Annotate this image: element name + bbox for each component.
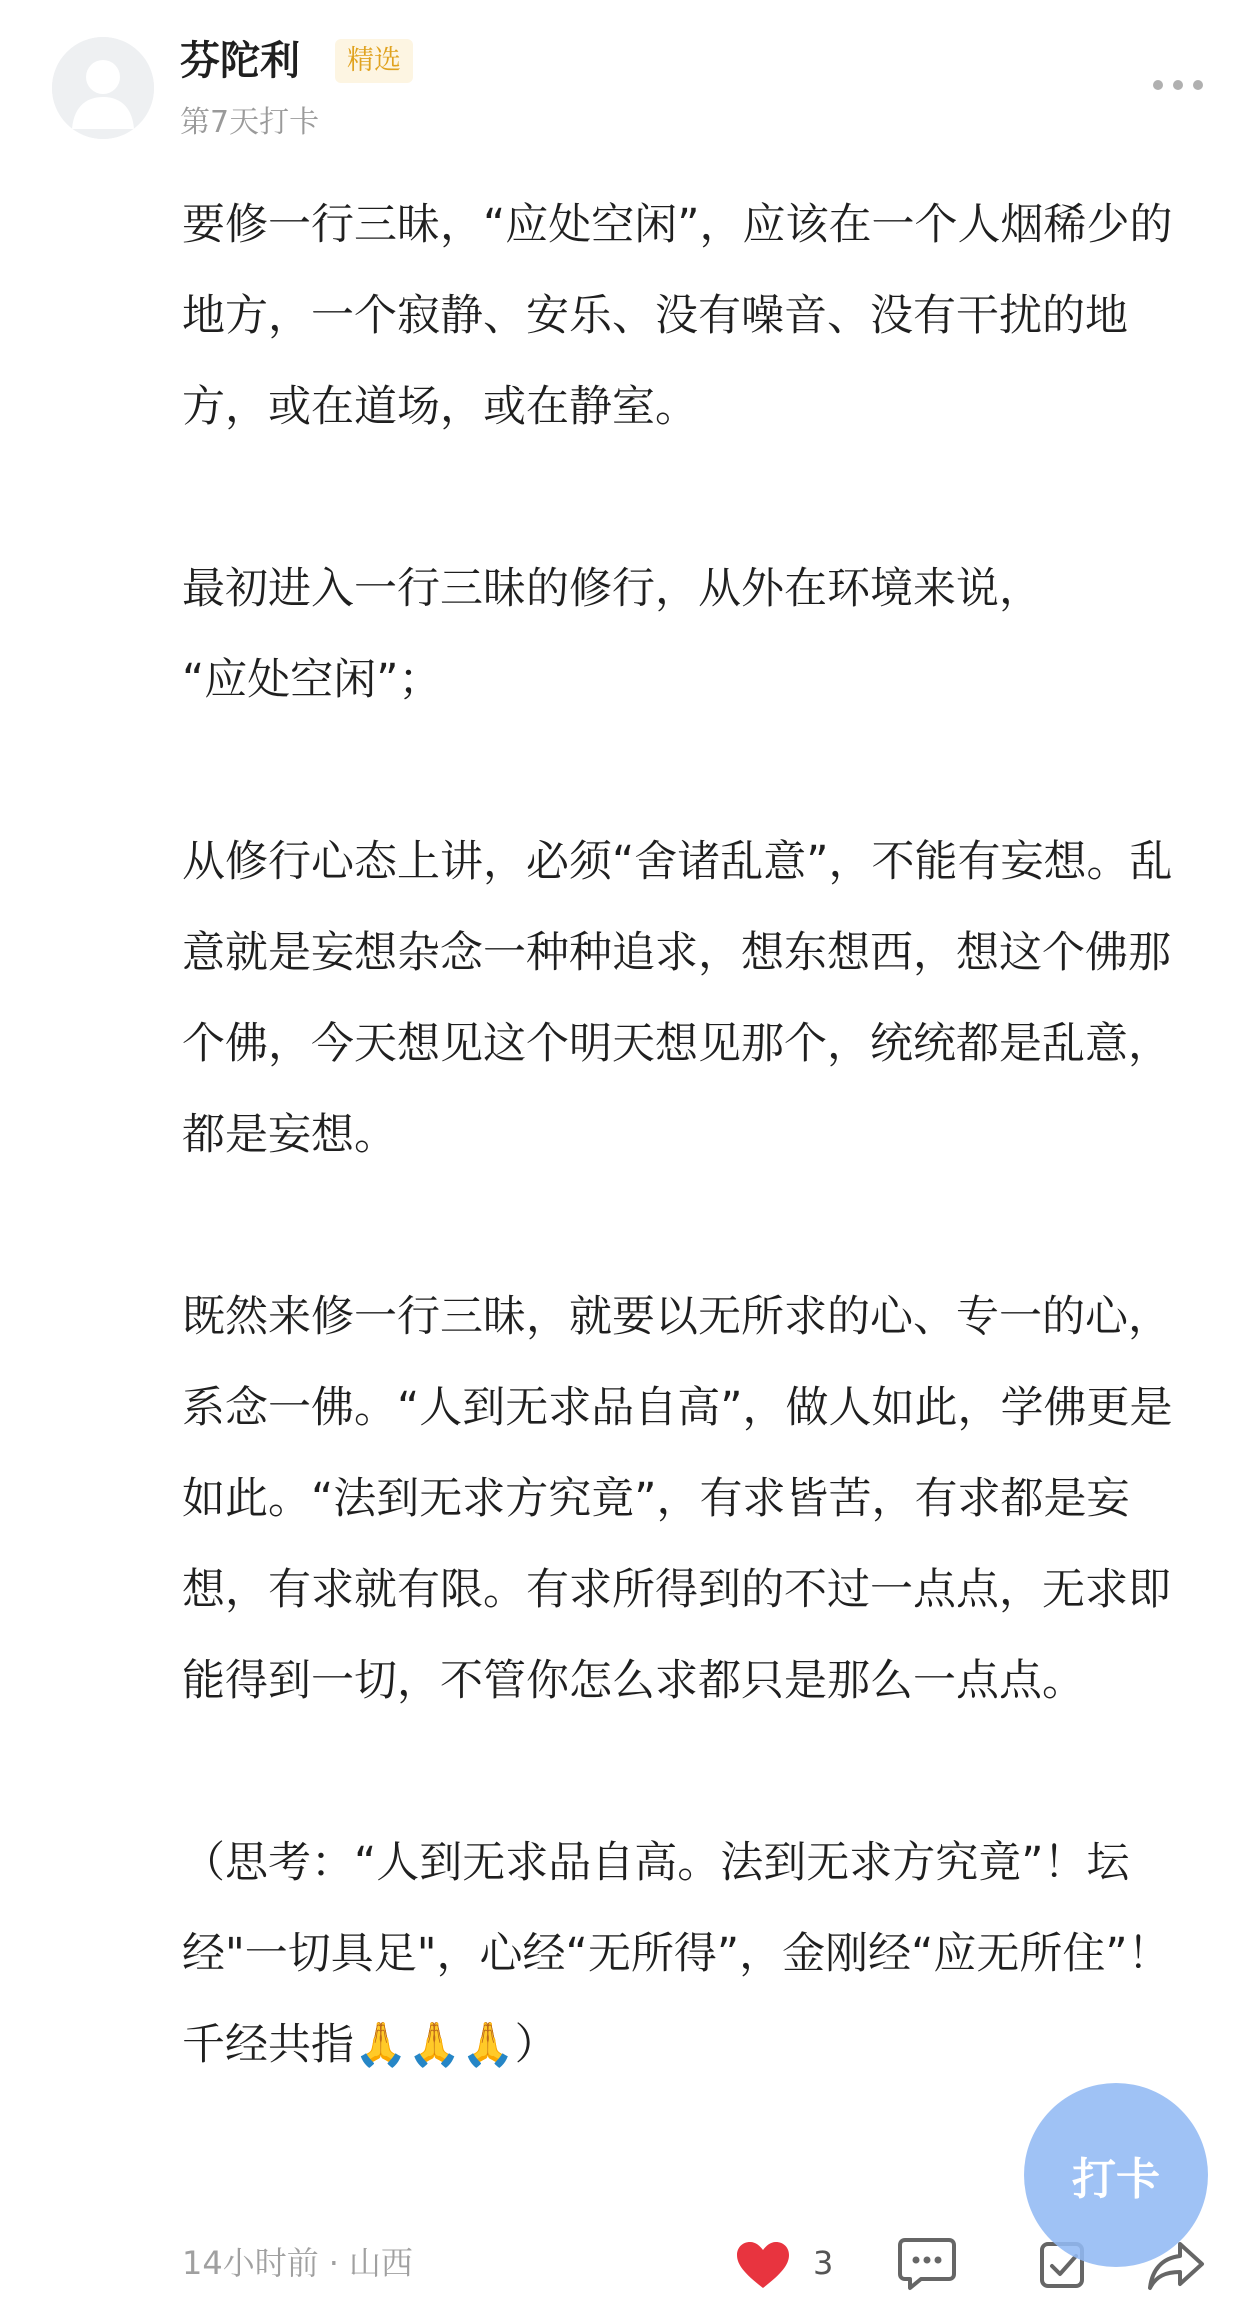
post-time: 14小时前 xyxy=(182,2244,319,2282)
comment-icon xyxy=(897,2236,957,2292)
avatar-placeholder-icon xyxy=(52,37,154,139)
post-meta xyxy=(182,2240,413,2286)
heart-icon xyxy=(735,2240,791,2290)
like-button[interactable] xyxy=(735,2240,791,2290)
post-paragraph: （思考：“人到无求品自高。法到无求方究竟”！坛经"一切具足"，心经“无所得”，金刚经“应无所住”！千经共指🙏🙏🙏） xyxy=(182,1838,1171,2070)
comment-button[interactable] xyxy=(897,2236,957,2292)
post-paragraph: 要修一行三昧，“应处空闲”，应该在一个人烟稀少的地方，一个寂静、安乐、没有噪音、没有干扰的地方，或在道场，或在静室。 xyxy=(182,200,1173,432)
checkin-day-label: 第7天打卡 xyxy=(180,105,320,140)
like-count: 3 xyxy=(813,2244,834,2282)
post-paragraph: 从修行心态上讲，必须“舍诸乱意”，不能有妄想。乱意就是妄想杂念一种种追求，想东想西，想这个佛那个佛，今天想见这个明天想见那个，统统都是乱意，都是妄想。 xyxy=(182,837,1173,1160)
featured-badge: 精选 xyxy=(335,39,413,83)
avatar[interactable] xyxy=(52,37,154,139)
post-location: 山西 xyxy=(348,2244,413,2282)
post-paragraph: 最初进入一行三昧的修行，从外在环境来说， “应处空闲”； xyxy=(182,564,1042,705)
more-button[interactable] xyxy=(1148,70,1208,100)
meta-separator: · xyxy=(328,2244,339,2282)
author-name[interactable]: 芬陀利 xyxy=(180,38,300,84)
post-content xyxy=(182,180,1212,2091)
post-paragraph: 既然来修一行三昧，就要以无所求的心、专一的心，系念一佛。“人到无求品自高”，做人如此，学佛更是如此。“法到无求方究竟”，有求皆苦，有求都是妄想，有求就有限。有求所得到的不过一点点，无求即能得到一切，不管你怎么求都只是那么一点点。 xyxy=(182,1292,1173,1706)
checkin-fab-button[interactable]: 打卡 xyxy=(1024,2083,1208,2267)
more-dots-icon xyxy=(1148,70,1208,100)
